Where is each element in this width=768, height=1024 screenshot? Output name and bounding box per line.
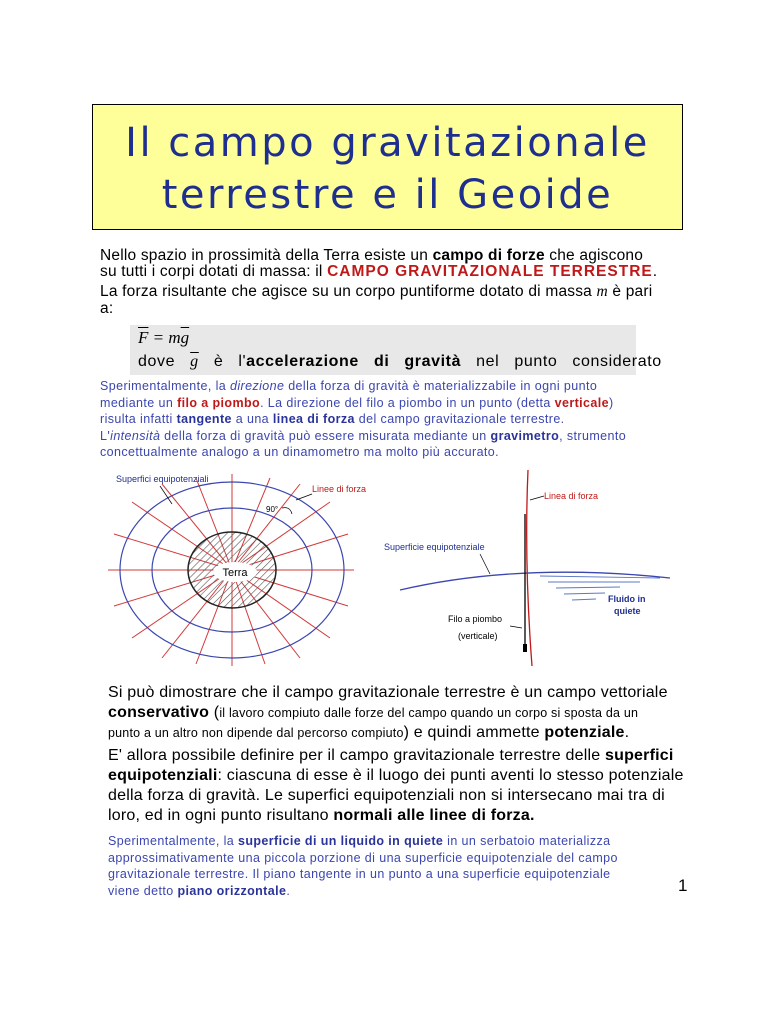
campo-gravitazionale-terrestre: CAMPO GRAVITAZIONALE TERRESTRE xyxy=(327,263,653,280)
label-verticale: (verticale) xyxy=(458,631,498,641)
campo-di-forze: campo di forze xyxy=(432,247,545,264)
gravity-field-figure xyxy=(100,462,676,666)
label-fluido: Fluido in xyxy=(608,594,646,604)
paragraph-conservativo: Si può dimostrare che il campo gravitazionale terrestre è un campo vettoriale conservativo (il lavoro compiuto dalle forze del campo quando un corpo si sposta da un punto a un altro non dipende dal percorso compiuto) e quindi ammette potenziale. xyxy=(108,684,668,741)
equipotential-curve xyxy=(400,572,670,590)
mass-symbol: m xyxy=(596,283,608,300)
page-title-line-1: Il campo gravitazionale xyxy=(125,120,650,166)
intro-line-3: La forza risultante che agisce su un corpo puntiforme dotato di massa m è pari xyxy=(100,283,653,300)
page-number: 1 xyxy=(678,876,688,895)
label-quiete: quiete xyxy=(614,606,641,616)
paragraph-equipotenziali: E' allora possibile definire per il campo gravitazionale terrestre delle superfici equipotenziali: ciascuna di esse è il luogo dei punti aventi lo stesso potenziale della forza di gravità. Le superfici equipotenziali non si intersecano mai tra di loro, ed in ogni punto risultano normali alle linee di forza. xyxy=(108,747,684,824)
label-linea-di-forza: Linea di forza xyxy=(544,491,599,501)
label-filo-a-piombo: Filo a piombo xyxy=(448,614,503,624)
formula-explanation: dove $\overline{g}$ è l'accelerazione di gravità nel punto considerato xyxy=(138,353,662,370)
plumb-bob xyxy=(523,644,527,652)
label-linee-di-forza: Linee di forza xyxy=(312,484,367,494)
earth-label: Terra xyxy=(222,567,248,579)
label-superfici-equipotenziali: Superfici equipotenziali xyxy=(116,474,209,484)
page-title-line-2: terrestre e il Geoide xyxy=(161,172,614,218)
formula-box xyxy=(130,325,662,375)
earth-field-diagram xyxy=(108,474,366,666)
intro-line-1: Nello spazio in prossimità della Terra esiste un campo di forze che agiscono xyxy=(100,247,644,264)
note-direction: Sperimentalmente, la direzione della forza di gravità è materializzabile in ogni punto mediante un filo a piombo. La direzione del filo a piombo in un punto (detta verticale) risulta infatti tangente a una linea di forza del campo gravitazionale terrestre. L'intensità della forza di gravità può essere misurata mediante un gravimetro, strumento concettualmente analogo a un dinamometro ma molto più accurato. xyxy=(100,379,627,459)
note-piano-orizzontale: Sperimentalmente, la superficie di un liquido in quiete in un serbatoio materializza approssimativamente una piccola porzione di una superficie equipotenziale del campo gravitazionale terrestre. Il piano tangente in un punto a una superficie equipotenziale viene detto piano orizzontale. xyxy=(108,834,618,898)
label-superficie-equipotenziale: Superficie equipotenziale xyxy=(384,542,485,552)
intro-line-2: su tutti i corpi dotati di massa: il CAMPO GRAVITAZIONALE TERRESTRE. xyxy=(100,263,658,280)
label-90-degrees: 90° xyxy=(266,505,279,514)
title-box xyxy=(92,104,683,230)
formula-equation: $\overline{F} = m\overline{g}$ xyxy=(138,328,190,347)
plumb-line-diagram xyxy=(384,470,670,666)
intro-line-4: a: xyxy=(100,300,114,317)
